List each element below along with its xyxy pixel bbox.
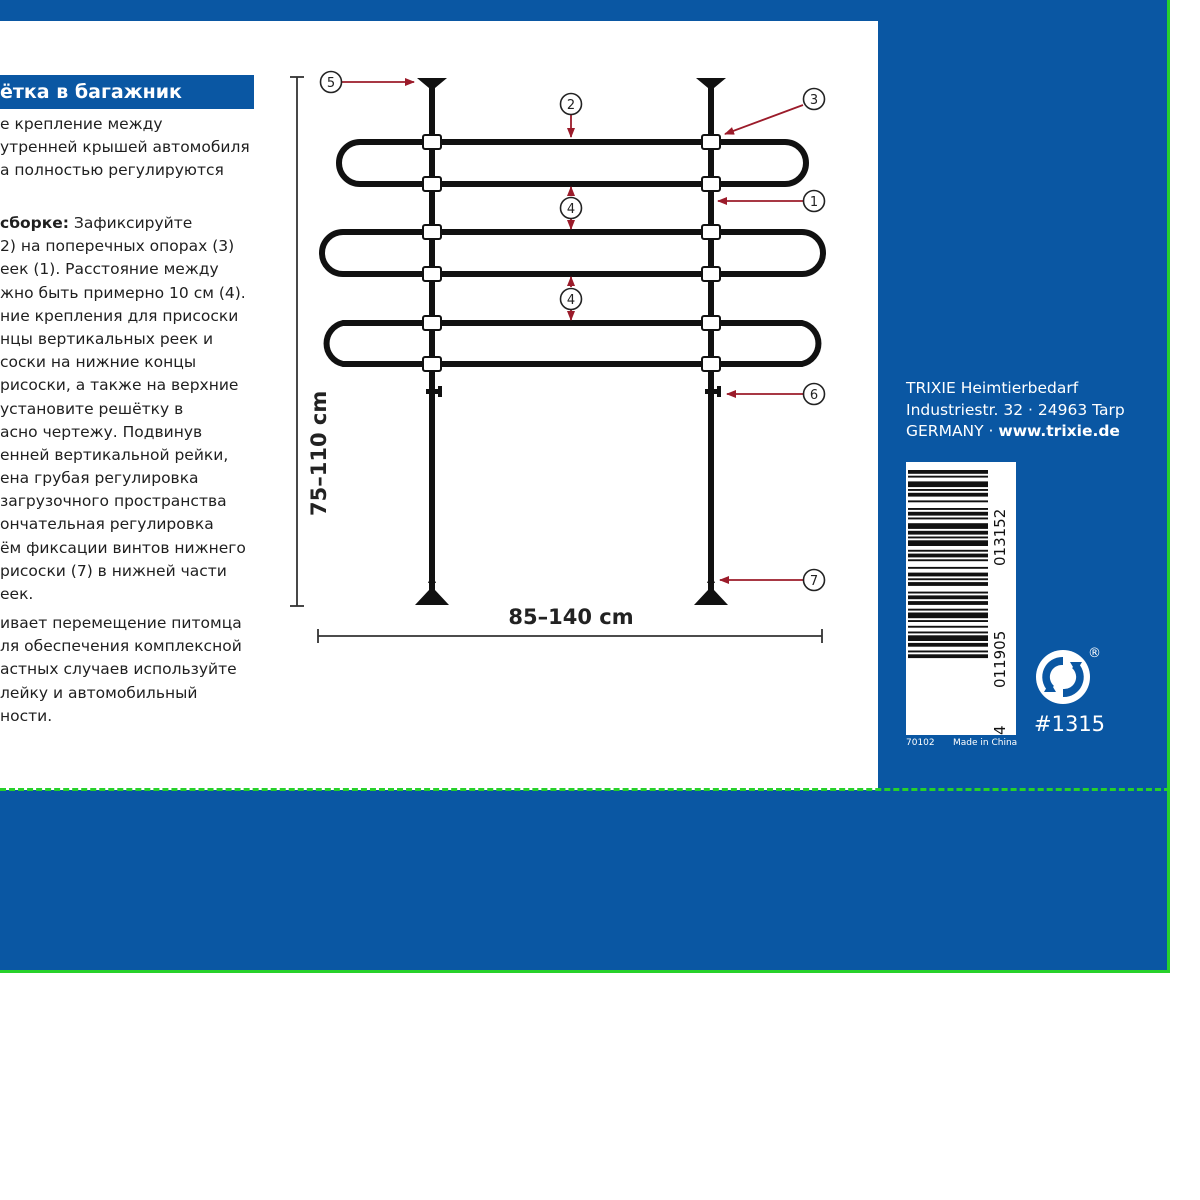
barcode-bar [908, 582, 988, 586]
text-line: асно чертежу. Подвинув [0, 422, 203, 441]
text-line: рисоски, а также на верхние [0, 376, 239, 395]
barcode-bar [908, 531, 988, 535]
barcode-bar [908, 567, 988, 569]
barcode-digits-group1: 011905 [991, 630, 1009, 688]
barcode-bar [908, 620, 988, 622]
barcode-digits-group2: 013152 [991, 508, 1009, 566]
barcode-bars [906, 462, 1016, 735]
text-line: ончательная регулировка [0, 515, 214, 534]
trim-line-horizontal [0, 970, 1170, 973]
text-line: 2) на поперечных опорах (3) [0, 237, 235, 256]
company-address: Industriestr. 32 · 24963 Tarp [906, 400, 1125, 419]
callout-4a: 4 [566, 202, 576, 217]
barcode-bar [908, 609, 988, 611]
barcode-bar [908, 493, 988, 497]
vertical-pole-left [415, 78, 449, 605]
made-in-label: Made in China [953, 738, 1018, 748]
barcode-bar [908, 476, 988, 478]
text-line: нцы вертикальных реек и [0, 329, 214, 348]
barcode-bar [908, 592, 988, 594]
barcode-bar [908, 654, 988, 658]
barcode-bar [908, 481, 988, 487]
trim-line-vertical [1167, 0, 1170, 972]
text-line: соски на нижние концы [0, 353, 197, 372]
text-line: а полностью регулируются [0, 161, 224, 180]
registered-mark: ® [1088, 646, 1101, 661]
callout-7: 7 [809, 574, 819, 589]
text-line: ности. [0, 706, 53, 725]
bottom-blue-band [0, 790, 1168, 972]
barcode-bar [908, 500, 988, 502]
rail-loop-middle [322, 232, 823, 274]
company-name: TRIXIE Heimtierbedarf [906, 379, 1079, 397]
text-line: жно быть примерно 10 см (4). [0, 283, 246, 302]
rail-loop-top [339, 142, 806, 184]
barcode-digit-lead: 4 [991, 725, 1009, 735]
barcode-bar [908, 512, 988, 516]
company-country-line [906, 421, 1125, 443]
height-dimension [290, 77, 304, 606]
barcode-bar [908, 635, 988, 641]
barcode-bar [908, 578, 988, 580]
barcode-bar [908, 651, 988, 653]
width-dimension [318, 629, 822, 643]
text-line: еек. [0, 585, 34, 603]
barcode-bar [908, 632, 988, 634]
barcode-bar [908, 537, 988, 539]
text-line: загрузочного пространства [0, 492, 227, 511]
text-line: ля обеспечения комплексной [0, 637, 242, 656]
barcode-bar [908, 489, 988, 491]
barcode-bar [908, 550, 988, 552]
callout-6: 6 [809, 388, 819, 403]
company-info [906, 378, 1125, 443]
text-line: утренней крышей автомобиля [0, 138, 250, 157]
text-line: ивает перемещение питомца [0, 614, 242, 632]
height-label: 75–110 cm [307, 390, 331, 516]
barcode-bar [908, 523, 988, 529]
vertical-pole-right [694, 78, 728, 605]
callout-5: 5 [326, 76, 336, 91]
text-line: рисоски (7) в нижней части [0, 561, 227, 580]
barcode-bar [908, 518, 988, 520]
barcode-bar [908, 573, 988, 577]
barcode-bar [908, 595, 988, 599]
article-number: #1315 [1034, 712, 1106, 736]
rail-connectors [423, 135, 720, 371]
barcode-bar [908, 559, 988, 561]
rail-loop-bottom [327, 323, 819, 364]
green-dot-recycling-icon [1034, 648, 1092, 706]
callout-4b: 4 [566, 293, 576, 308]
callout-circles [321, 72, 825, 591]
company-website: www.trixie.de [998, 422, 1120, 440]
company-country: GERMANY · [906, 422, 999, 440]
assembly-diagram [0, 0, 878, 790]
product-code: 70102 [906, 738, 935, 748]
heading-text: ётка в багажник [0, 81, 182, 103]
text-line: лейку и автомобильный [0, 683, 198, 702]
barcode-bar [908, 643, 988, 647]
barcode-bar [908, 626, 988, 628]
callout-3: 3 [809, 93, 819, 108]
lead-bold: сборке: [0, 214, 69, 232]
text-line: астных случаев используйте [0, 660, 237, 679]
callout-arrows [342, 82, 803, 580]
text-line: енней вертикальной рейки, [0, 445, 229, 464]
barcode-bar [908, 540, 988, 546]
barcode-bar [908, 470, 988, 474]
barcode-bar [908, 601, 988, 605]
barcode-bar [908, 613, 988, 619]
callout-2: 2 [566, 98, 576, 113]
width-label: 85–140 cm [508, 605, 634, 629]
text-line: ена грубая регулировка [0, 469, 199, 488]
callout-1: 1 [809, 195, 819, 210]
barcode-bar [908, 508, 988, 510]
text-line: ние крепления для присоски [0, 306, 239, 325]
lead-rest: Зафиксируйте [69, 214, 193, 232]
barcode-bar [908, 554, 988, 558]
text-line: еек (1). Расстояние между [0, 260, 219, 279]
barcode [906, 462, 1016, 735]
text-line: ём фиксации винтов нижнего [0, 538, 246, 557]
text-line: установите решётку в [0, 399, 184, 418]
text-line: е крепление между [0, 115, 163, 133]
